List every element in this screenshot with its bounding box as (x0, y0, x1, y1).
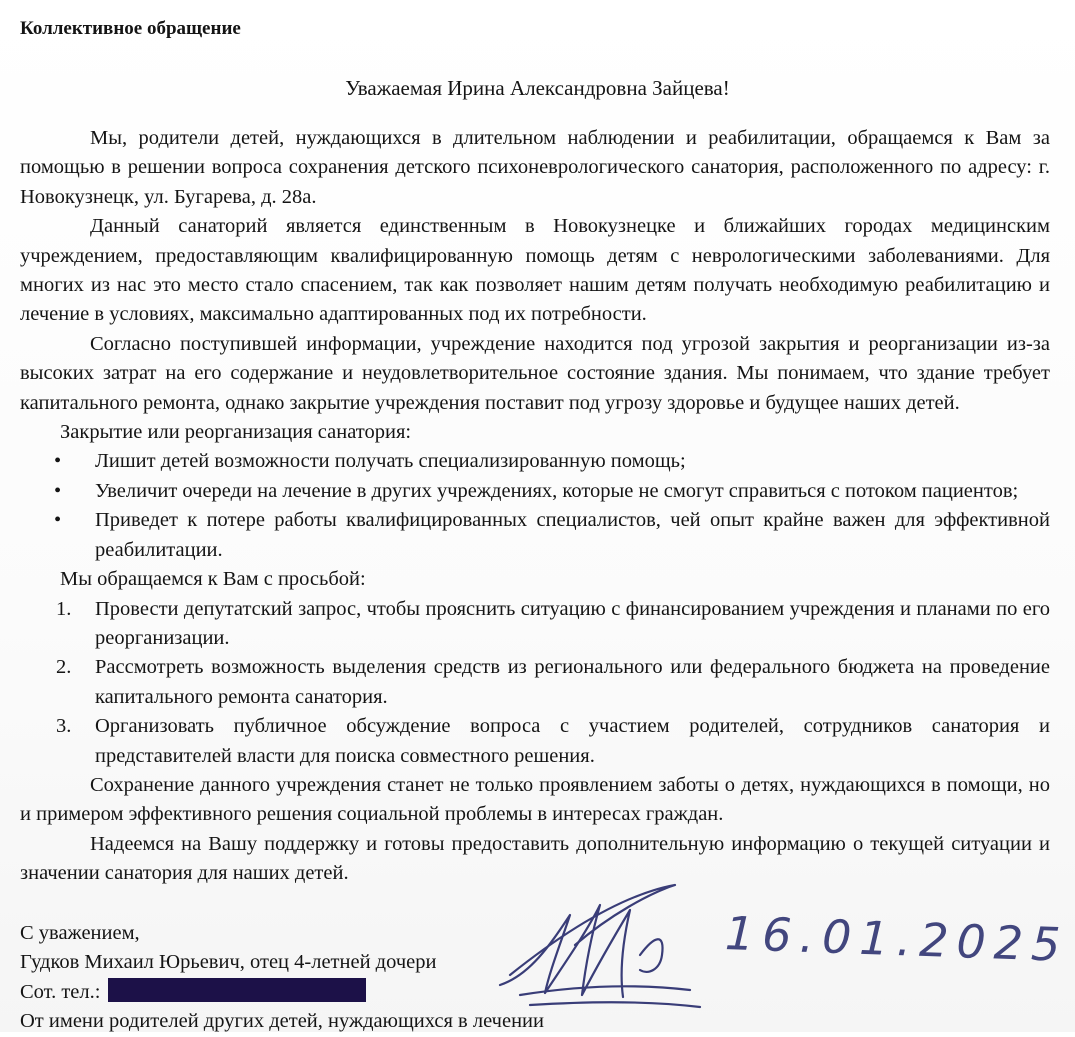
list-item-text: Лишит детей возможности получать специализированную помощь; (95, 450, 686, 473)
list-item (20, 447, 1050, 476)
list-item-text: Приведет к потере работы квалифицированных специалистов, чей опыт крайне важен для эффективной реабилитации. (95, 509, 1050, 561)
closure-list (20, 447, 1050, 565)
list-number: 2. (56, 656, 72, 679)
paragraph-intro: Мы, родители детей, нуждающихся в длительном наблюдении и реабилитации, обращаемся к Вам за помощью в решении вопроса сохранения детского психоневрологического санатория, расположенного по адресу: г. Новокузнецк, ул. Бугарева, д. 28а. (20, 127, 1050, 208)
document-heading: Коллективное обращение (20, 18, 241, 39)
list-number: 1. (56, 597, 72, 620)
list-item-text: Увеличит очереди на лечение в других учреждениях, которые не смогут справиться с потоком пациентов; (95, 479, 1019, 502)
list-item (20, 595, 1050, 654)
redacted-phone (108, 978, 366, 1002)
list-item (20, 712, 1050, 771)
bullet-marker: • (54, 450, 62, 473)
letter-body (20, 124, 1050, 889)
request-list (20, 595, 1050, 771)
closure-intro: Закрытие или реорганизация санатория: (60, 421, 412, 444)
list-item (20, 653, 1050, 712)
on-behalf-line: От имени родителей других детей, нуждающихся в лечении (20, 1010, 544, 1033)
author-line: Гудков Михаил Юрьевич, отец 4-летней дочери (20, 951, 437, 974)
list-item-text: Организовать публичное обсуждение вопроса с участием родителей, сотрудников санатория и представителей власти для поиска совместного решения. (95, 715, 1050, 767)
handwritten-date: 16.01.2025 (724, 906, 1070, 972)
phone-label: Сот. тел.: (20, 980, 101, 1003)
phone-line (20, 978, 544, 1007)
paragraph-preservation: Сохранение данного учреждения станет не только проявлением заботы о детях, нуждающихся в помощи, но и примером эффективного решения социальной проблемы в интересах граждан. (20, 773, 1050, 826)
bullet-marker: • (54, 509, 62, 532)
paragraph-support: Надеемся на Вашу поддержку и готовы предоставить дополнительную информацию о текущей ситуации и значении санатория для наших детей. (20, 832, 1050, 885)
paragraph-sanatorium: Данный санаторий является единственным в Новокузнецке и ближайших городах медицинским учреждением, предоставляющим квалифицированную помощь детям с неврологическими заболеваниями. Для многих из нас это место стало спасением, так как позволяет нашим детям получать необходимую реабилитацию и лечение в условиях, максимально адаптированных под их потребности. (20, 215, 1050, 326)
request-intro: Мы обращаемся к Вам с просьбой: (60, 568, 366, 591)
regards-line: С уважением, (20, 922, 140, 944)
list-item-text: Рассмотреть возможность выделения средств из регионального или федерального бюджета на проведение капитального ремонта санатория. (95, 656, 1050, 708)
handwritten-signature (490, 875, 710, 1025)
salutation: Уважаемая Ирина Александровна Зайцева! (345, 76, 730, 100)
bullet-marker: • (54, 479, 62, 502)
list-item-text: Провести депутатский запрос, чтобы прояснить ситуацию с финансированием учреждения и планами по его реорганизации. (95, 597, 1050, 649)
list-number: 3. (56, 715, 72, 738)
paragraph-threat: Согласно поступившей информации, учреждение находится под угрозой закрытия и реорганизации из-за высоких затрат на его содержание и неудовлетворительное состояние здания. Мы понимаем, что здание требует капитального ремонта, однако закрытие учреждения поставит под угрозу здоровье и будущее наших детей. (20, 332, 1050, 414)
list-item (20, 506, 1050, 565)
sign-off-block (20, 919, 544, 1037)
list-item (20, 477, 1050, 506)
